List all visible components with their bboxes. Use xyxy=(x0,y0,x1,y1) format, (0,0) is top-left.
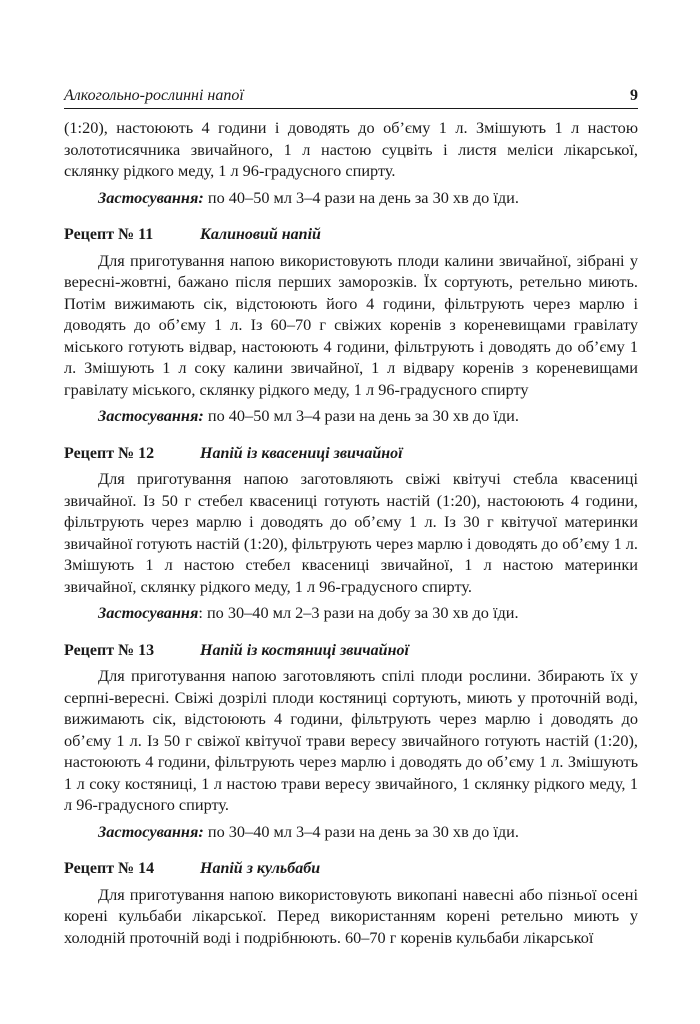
recipe-heading xyxy=(64,224,638,246)
usage-line xyxy=(64,405,638,427)
usage-line xyxy=(64,821,638,843)
usage-text: по 30–40 мл 3–4 рази на день за 30 хв до їди. xyxy=(203,821,519,841)
usage-label: Застосування: xyxy=(98,406,204,425)
recipe-title: Напій з кульбаби xyxy=(200,860,321,877)
usage-label: Застосування: xyxy=(98,821,204,841)
usage-line xyxy=(64,187,638,209)
recipe-heading xyxy=(64,443,638,465)
recipe-paragraph: Для приготування напою використовують плоди калини звичайної, зібрані у вересні-жовтні, бажано після перших заморозків. Їх сортують, ретельно миють. Потім вижимають сік, відстоюють його 4 години, фільтрують через марлю і доводять до об’єму 1 л. Із 60–70 г свіжих коренів з кореневищами гравілату міського готують відвар, настоюють 4 години, фільтрують і доводять до об’єму 1 л. Змішують 1 л соку калини звичайної, 1 л відвару коренів з кореневищами гравілату міського, склянку рідкого меду, 1 л 96-градусного спирту xyxy=(64,250,638,399)
recipe-number: Рецепт № 11 xyxy=(64,226,154,243)
book-page xyxy=(64,80,638,948)
recipe-paragraph: Для приготування напою заготовляють свіжі квітучі стебла квасениці звичайної. Із 50 г стебел квасениці готують настій (1:20), настоюють 4 години, фільтрують через марлю і доводять до об’єму 1 л. Із 30 г квітучої материнки звичайної готують настій (1:20), фільтрують через марлю і доводять до об’єму 1 л. Змішують 1 л настою стебел квасениці звичайної, 1 л настою материнки звичайної, склянку рідкого меду, 1 л 96-градусного спирту. xyxy=(64,469,638,596)
usage-text: по 40–50 мл 3–4 рази на день за 30 хв до їди. xyxy=(203,406,519,425)
recipe-title: Напій із костяниці звичайної xyxy=(200,641,409,659)
recipe-title: Калиновий напій xyxy=(200,226,321,243)
running-title: Алкогольно-рослинні напої xyxy=(64,87,244,104)
page-number: 9 xyxy=(630,87,638,104)
page-content xyxy=(64,117,638,948)
running-header xyxy=(64,80,638,109)
recipe-paragraph: Для приготування напою використовують викопані навесні або пізньої осені корені кульбаби лікарської. Перед використанням корені ретельно миють у холодній проточній воді і подрібнюють. 60–70 г коренів кульбаби лікарської xyxy=(64,884,638,947)
usage-text: : по 30–40 мл 2–3 рази на добу за 30 хв до їди. xyxy=(198,603,519,622)
recipe-heading xyxy=(64,640,638,662)
recipe-heading xyxy=(64,858,638,880)
recipe-number: Рецепт № 13 xyxy=(64,641,155,659)
recipe-title: Напій із квасениці звичайної xyxy=(200,444,403,462)
usage-line xyxy=(64,602,638,624)
recipe-number: Рецепт № 14 xyxy=(64,860,155,877)
recipe-number: Рецепт № 12 xyxy=(64,444,155,462)
recipe-paragraph: Для приготування напою заготовляють спілі плоди рослини. Збирають їх у серпні-вересні. Свіжі дозрілі плоди костяниці сортують, миють у проточній воді, вижимають сік, відстоюють 4 години, фільтрують через марлю і доводять до об’єму 1 л. Із 50 г свіжої квітучої трави вересу звичайного готують настій (1:20), настоюють 4 години, фільтрують через марлю і доводять до об’єму 1 л. Змішують 1 л соку костяниці, 1 л настою трави вересу звичайного, 1 склянку рідкого меду, 1 л 96-градусного спирту. xyxy=(64,666,638,814)
usage-text: по 40–50 мл 3–4 рази на день за 30 хв до їди. xyxy=(203,187,519,207)
usage-label: Застосування: xyxy=(98,187,204,207)
usage-label: Застосування xyxy=(98,603,199,622)
intro-paragraph: (1:20), настоюють 4 години і доводять до об’єму 1 л. Змішують 1 л настою золототисячника звичайного, 1 л настою суцвіть і листя меліси лікарської, склянку рідкого меду, 1 л 96-градусного спирту. xyxy=(64,118,638,180)
